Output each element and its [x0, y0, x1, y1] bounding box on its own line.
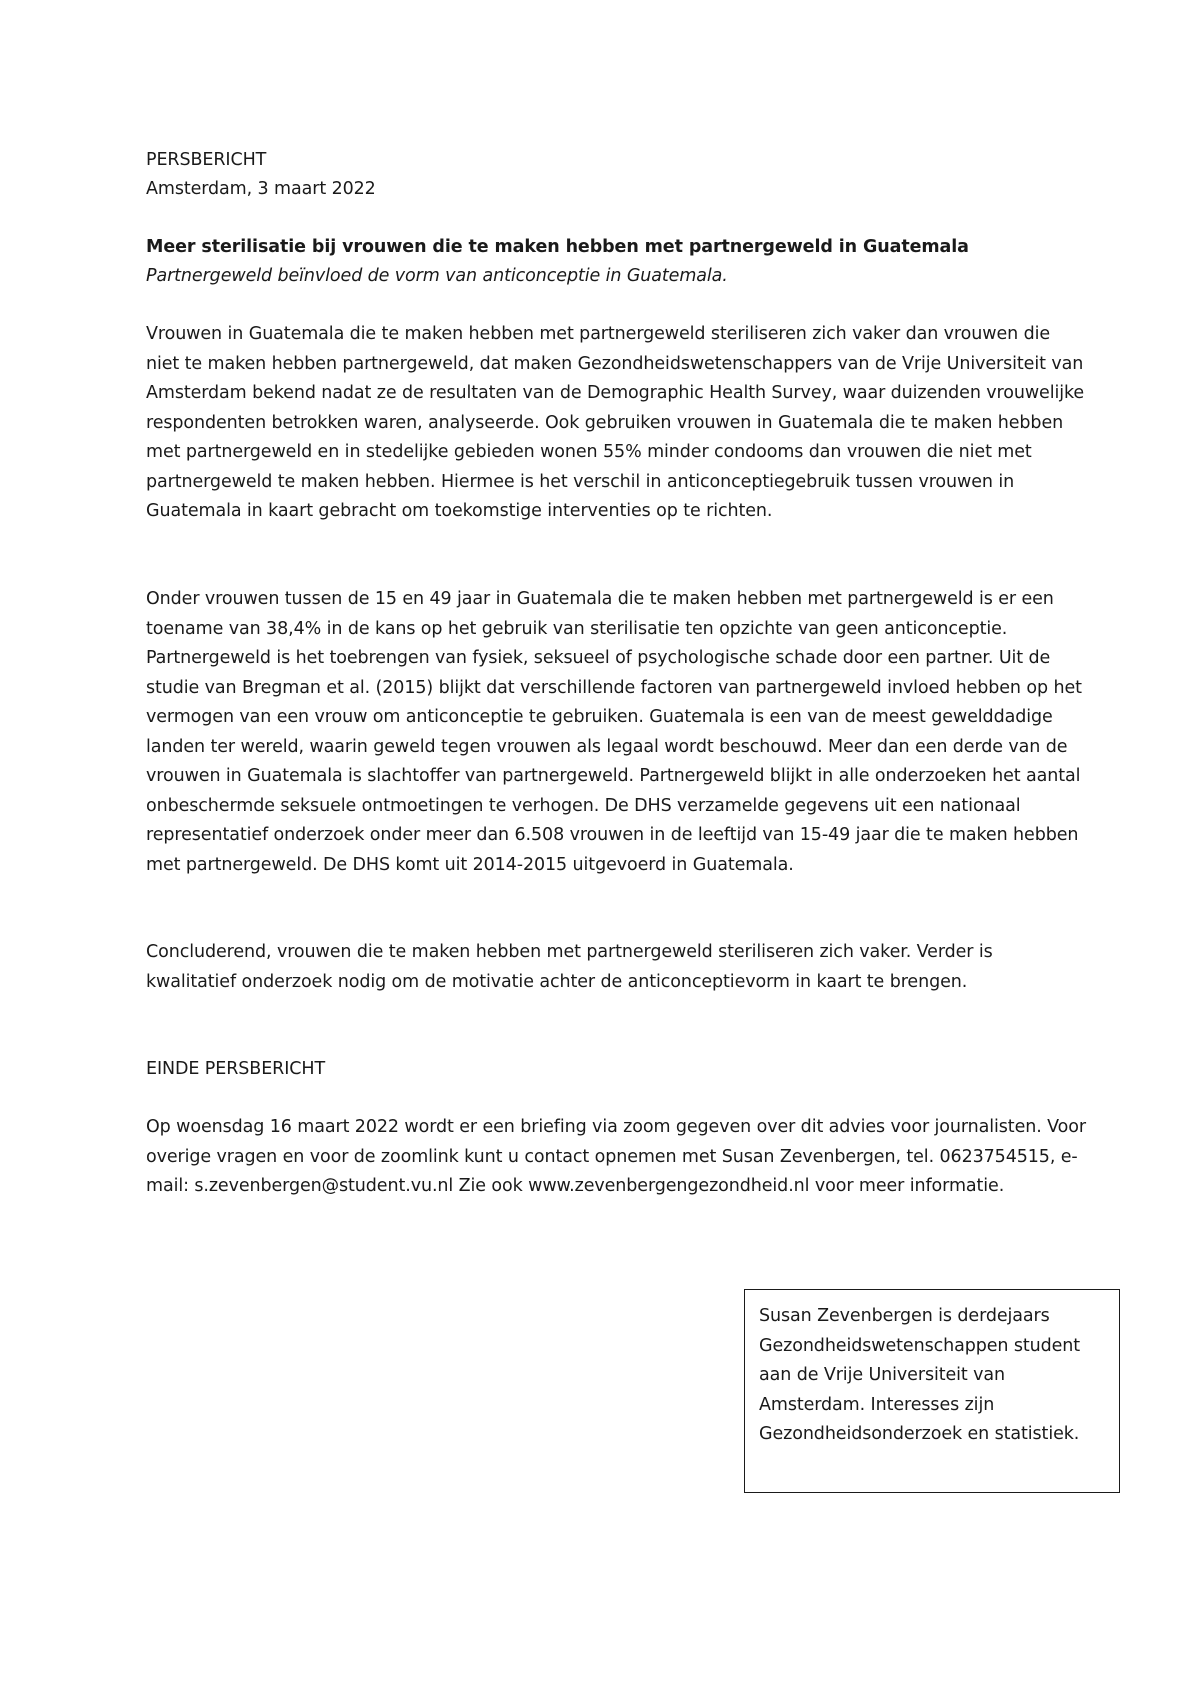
- author-bio-box: [744, 1289, 1120, 1493]
- body-paragraph-3: Concluderend, vrouwen die te maken hebben met partnergeweld steriliseren zich vaker. Verder is kwalitatief onderzoek nodig om de motivatie achter de anticonceptievorm in kaart te brengen.: [146, 942, 993, 992]
- dateline: Amsterdam, 3 maart 2022: [146, 179, 376, 199]
- press-release-label: PERSBERICHT: [146, 150, 267, 170]
- body-paragraph-2: Onder vrouwen tussen de 15 en 49 jaar in Guatemala die te maken hebben met partnergeweld is er een toename van 38,4% in de kans op het gebruik van sterilisatie ten opzichte van geen anticonceptie. Partnergeweld is het toebrengen van fysiek, seksueel of psychologische schade door een partner. Uit de studie van Bregman et al. (2015) blijkt dat verschillende factoren van partnergeweld invloed hebben op het vermogen van een vrouw om anticonceptie te gebruiken. Guatemala is een van de meest gewelddadige landen ter wereld, waarin geweld tegen vrouwen als legaal wordt beschouwd. Meer dan een derde van de vrouwen in Guatemala is slachtoffer van partnergeweld. Partnergeweld blijkt in alle onderzoeken het aantal onbeschermde seksuele ontmoetingen te verhogen. De DHS verzamelde gegevens uit een nationaal representatief onderzoek onder meer dan 6.508 vrouwen in de leeftijd van 15-49 jaar die te maken hebben met partnergeweld. De DHS komt uit 2014-2015 uitgevoerd in Guatemala.: [146, 589, 1082, 875]
- briefing-paragraph: Op woensdag 16 maart 2022 wordt er een briefing via zoom gegeven over dit advies voor journalisten. Voor overige vragen en voor de zoomlink kunt u contact opnemen met Susan Zevenbergen, tel. 0623754515, e-mail: s.zevenbergen@student.vu.nl Zie ook www.zevenbergengezondheid.nl voor meer informatie.: [146, 1117, 1086, 1196]
- headline-title: Meer sterilisatie bij vrouwen die te maken hebben met partnergeweld in Guatemala: [146, 237, 969, 257]
- body-paragraph-1: Vrouwen in Guatemala die te maken hebben met partnergeweld steriliseren zich vaker dan vrouwen die niet te maken hebben partnergeweld, dat maken Gezondheidswetenschappers van de Vrije Universiteit van Amsterdam bekend nadat ze de resultaten van de Demographic Health Survey, waar duizenden vrouwelijke respondenten betrokken waren, analyseerde. Ook gebruiken vrouwen in Guatemala die te maken hebben met partnergeweld en in stedelijke gebieden wonen 55% minder condooms dan vrouwen die niet met partnergeweld te maken hebben. Hiermee is het verschil in anticonceptiegebruik tussen vrouwen in Guatemala in kaart gebracht om toekomstige interventies op te richten.: [146, 324, 1085, 521]
- end-press-release-label: EINDE PERSBERICHT: [146, 1059, 326, 1079]
- headline-subtitle: Partnergeweld beïnvloed de vorm van anticonceptie in Guatemala.: [146, 266, 728, 286]
- author-bio-text: Susan Zevenbergen is derdejaars Gezondheidswetenschappen student aan de Vrije Universiteit van Amsterdam. Interesses zijn Gezondheidsonderzoek en statistiek.: [759, 1306, 1081, 1444]
